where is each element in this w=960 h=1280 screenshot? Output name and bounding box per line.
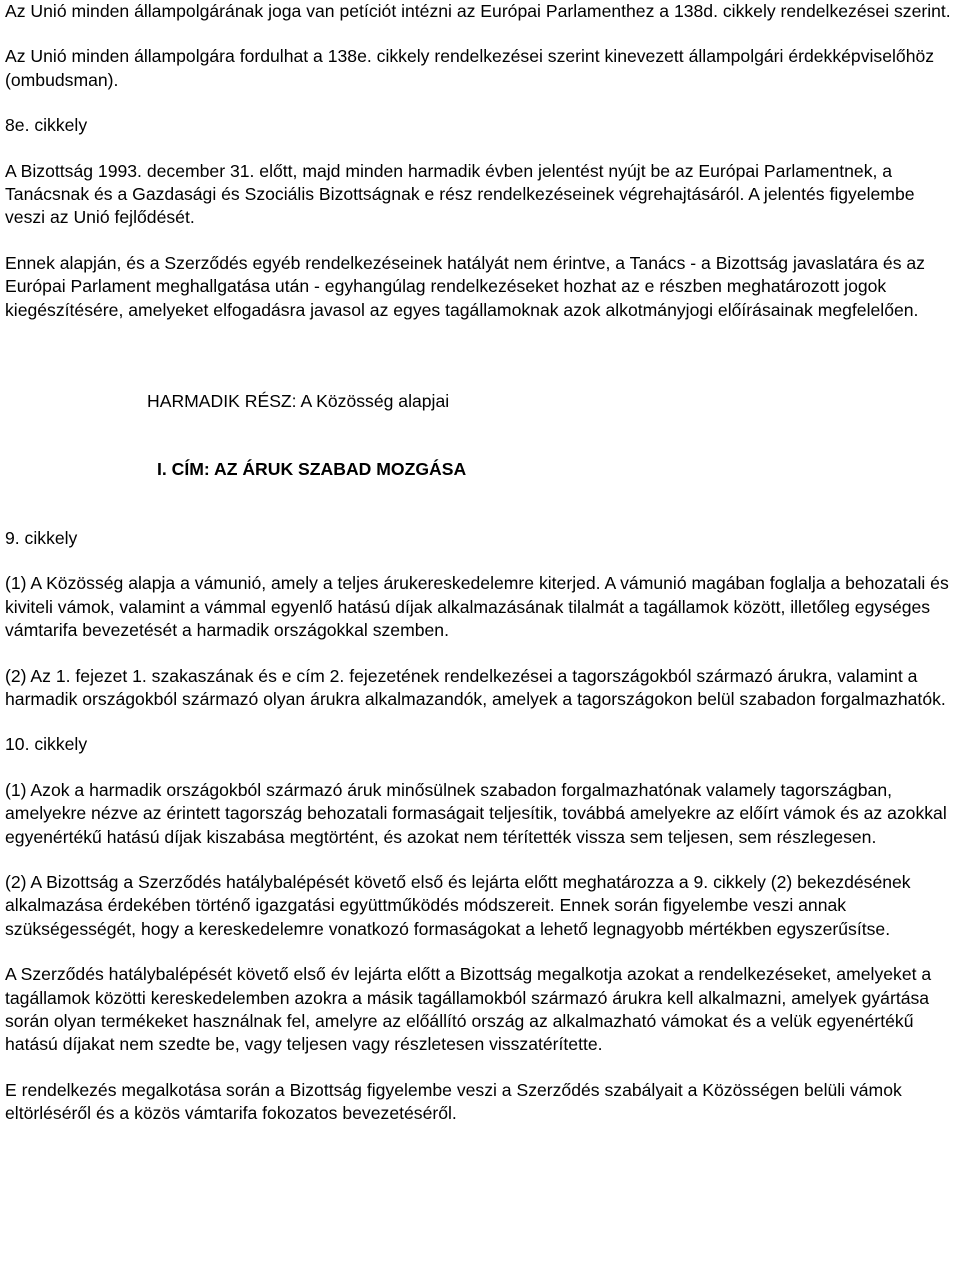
paragraph-article-10-3: A Szerződés hatálybalépését követő első év lejárta előtt a Bizottság megalkotja azokat a rendelkezéseket, amelyeket a tagállamok közötti kereskedelemben azokra a másik tagállamokból származó árukra kell alkalmazni, amelyek gyártása során olyan termékeket használnak fel, amelyre az előállító ország az alkalmazható vámokat és a velük egyenértékű hatású díjakat nem szedte be, vagy teljesen vagy részletesen visszatérítette. [5,964,932,1055]
article-heading-8e: 8e. cikkely [5,115,88,136]
paragraph-commission-report: A Bizottság 1993. december 31. előtt, majd minden harmadik évben jelentést nyújt be az Európai Parlamentnek, a Tanácsnak és a Gazdasági és Szociális Bizottságnak e rész rendelkezéseinek végrehajtásáról. A jelentés figyelembe veszi az Unió fejlődését. [5,160,915,228]
paragraph-article-10-1: (1) Azok a harmadik országokból származó áruk minősülnek szabadon forgalmazhatónak valamely tagországban, amelyekre nézve az érintett tagország behozatali formaságait teljesítik, továbbá amelyekre az előírt vámok és az azokkal egyenértékű hatású díjak kiszabása megtörtént, és azokat nem térítették vissza sem teljesen, sem részlegesen. [5,779,947,847]
document-page [5,0,957,1126]
paragraph-ombudsman: Az Unió minden állampolgára fordulhat a 138e. cikkely rendelkezései szerint kinevezett állampolgári érdekképviselőhöz (ombudsman). [5,46,935,90]
paragraph-article-9-1: (1) A Közösség alapja a vámunió, amely a teljes árukereskedelemre kiterjed. A vámunió magában foglalja a behozatali és kiviteli vámok, valamint a vámmal egyenlő hatású díjak alkalmazásának tilalmát a tagállamok között, illetőleg egységes vámtarifa bevezetését a harmadik országokkal szemben. [5,573,949,641]
paragraph-article-10-2: (2) A Bizottság a Szerződés hatálybalépését követő első és lejárta előtt meghatározza a 9. cikkely (2) bekezdésének alkalmazása érdekében történő igazgatási együttműködés módszereit. Ennek során figyelembe veszi annak szükségességét, hogy a kereskedelemre vonatkozó formaságokat a lehető legnagyobb mértékben egyszerűsítse. [5,871,911,939]
paragraph-council-provisions: Ennek alapján, és a Szerződés egyéb rendelkezéseinek hatályát nem érintve, a Tanács - a Bizottság javaslatára és az Európai Parlament meghallgatása után - egyhangúlag rendelkezéseket hozhat az e részben meghatározott jogok kiegészítésére, amelyeket elfogadásra javasol az egyes tagállamoknak azok alkotmányjogi előírásainak megfelelően. [5,252,925,320]
part-heading: HARMADIK RÉSZ: A Közösség alapjai [147,391,450,412]
paragraph-petition-right: Az Unió minden állampolgárának joga van petíciót intézni az Európai Parlamenthez a 138d. cikkely rendelkezései szerint. [5,1,951,21]
paragraph-article-9-2: (2) Az 1. fejezet 1. szakaszának és e cím 2. fejezetének rendelkezései a tagországokból származó árukra, valamint a harmadik országokból származó olyan árukra alkalmazandók, amelyek a tagországokon belül szabadon forgalmazhatók. [5,665,946,709]
title-heading: I. CÍM: AZ ÁRUK SZABAD MOZGÁSA [157,459,467,480]
paragraph-article-10-4: E rendelkezés megalkotása során a Bizottság figyelembe veszi a Szerződés szabályait a Közösségen belüli vámok eltörléséről és a közös vámtarifa fokozatos bevezetéséről. [5,1079,902,1124]
article-heading-10: 10. cikkely [5,734,88,755]
article-heading-9: 9. cikkely [5,527,78,548]
